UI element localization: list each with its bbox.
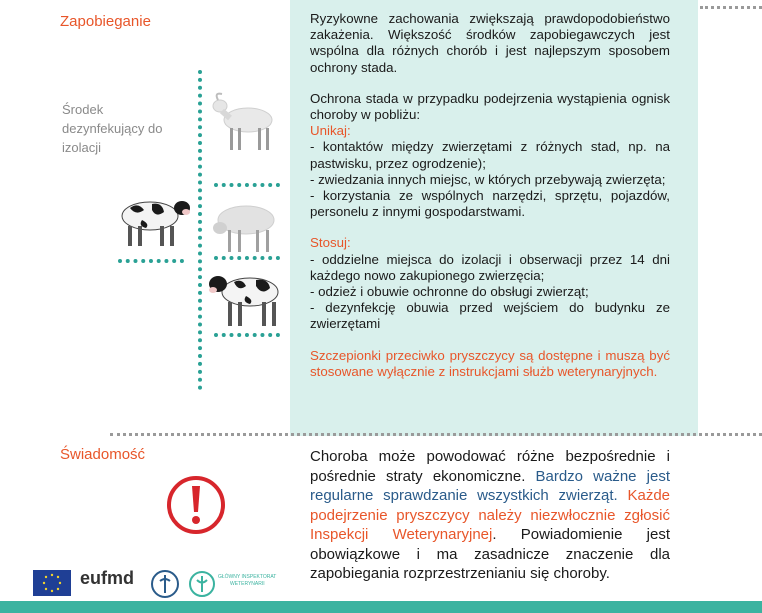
avoid-item: - zwiedzania innych miejsc, w których przebywają zwierzęta; xyxy=(310,171,666,187)
fence-3 xyxy=(214,333,280,337)
eufmd-logo: eufmd xyxy=(80,568,134,588)
avoid-label: Unikaj: xyxy=(310,123,351,139)
cow-icon xyxy=(116,190,192,250)
cow-icon xyxy=(206,266,286,330)
gis-emblem-icon xyxy=(188,569,216,599)
avoid-item: - korzystania ze wspólnych narzędzi, sprzętu, pojazdów, personelu z innymi gospodarstwami. xyxy=(310,188,670,220)
section-divider xyxy=(110,433,762,436)
fao-logo-icon xyxy=(150,569,180,599)
use-item: - oddzielne miejsca do izolacji i obserwacji przez 14 dni każdego nowo zakupionego zwierzęcia; xyxy=(310,251,670,283)
fence-1 xyxy=(214,183,280,187)
use-item: - dezynfekcję obuwia przed wejściem do budynku ze zwierzętami xyxy=(310,300,670,332)
isolation-fence-vertical xyxy=(198,70,202,390)
use-item: - odzież i obuwie ochronne do obsługi zwierząt; xyxy=(310,284,589,300)
bottom-bar xyxy=(0,601,762,613)
vaccine-note: Szczepionki przeciwko pryszczycy są dostępne i muszą być stosowane wyłącznie z instrukcjami służb weterynaryjnych. xyxy=(310,347,670,379)
gis-logo-text: GŁÓWNY INSPEKTORAT WETERYNARII xyxy=(218,574,277,587)
sheep-icon xyxy=(208,198,282,254)
use-label: Stosuj: xyxy=(310,235,351,251)
protection-paragraph: Ochrona stada w przypadku podejrzenia wystąpienia ognisk choroby w pobliżu: xyxy=(310,90,670,123)
prevention-text xyxy=(310,11,670,380)
eu-flag-icon xyxy=(33,570,71,596)
exclamation-in-circle-icon xyxy=(165,474,227,536)
isolation-fence-left xyxy=(118,259,184,263)
awareness-text: Choroba może powodować różne bezpośrednie i pośrednie straty ekonomiczne. Bardzo ważne jest regularne sprawdzanie wszystkich zwierząt. Każde podejrzenie pryszczycy należy niezwłocznie zgłosić Inspekcji Weterynaryjnej. Powiadomienie jest obowiązkowe i ma zasadnicze znaczenie dla zapobiegania rozprzestrzenianiu się choroby. xyxy=(310,448,671,582)
avoid-item: - kontaktów między zwierzętami z różnych stad, np. na pastwisku, przez ogrodzenie); xyxy=(310,139,670,171)
prevention-title: Zapobieganie xyxy=(60,13,151,30)
awareness-title: Świadomość xyxy=(60,446,146,463)
disinfectant-note: Środek dezynfekujący do izolacji xyxy=(62,102,163,155)
top-divider xyxy=(700,6,762,9)
intro-paragraph: Ryzykowne zachowania zwiększają prawdopodobieństwo zakażenia. Większość środków zapobiegawczych jest wspólna dla różnych chorób i jest najlepszym sposobem ochrony stada. xyxy=(310,11,670,75)
fence-2 xyxy=(214,256,280,260)
goat-icon xyxy=(208,92,280,154)
